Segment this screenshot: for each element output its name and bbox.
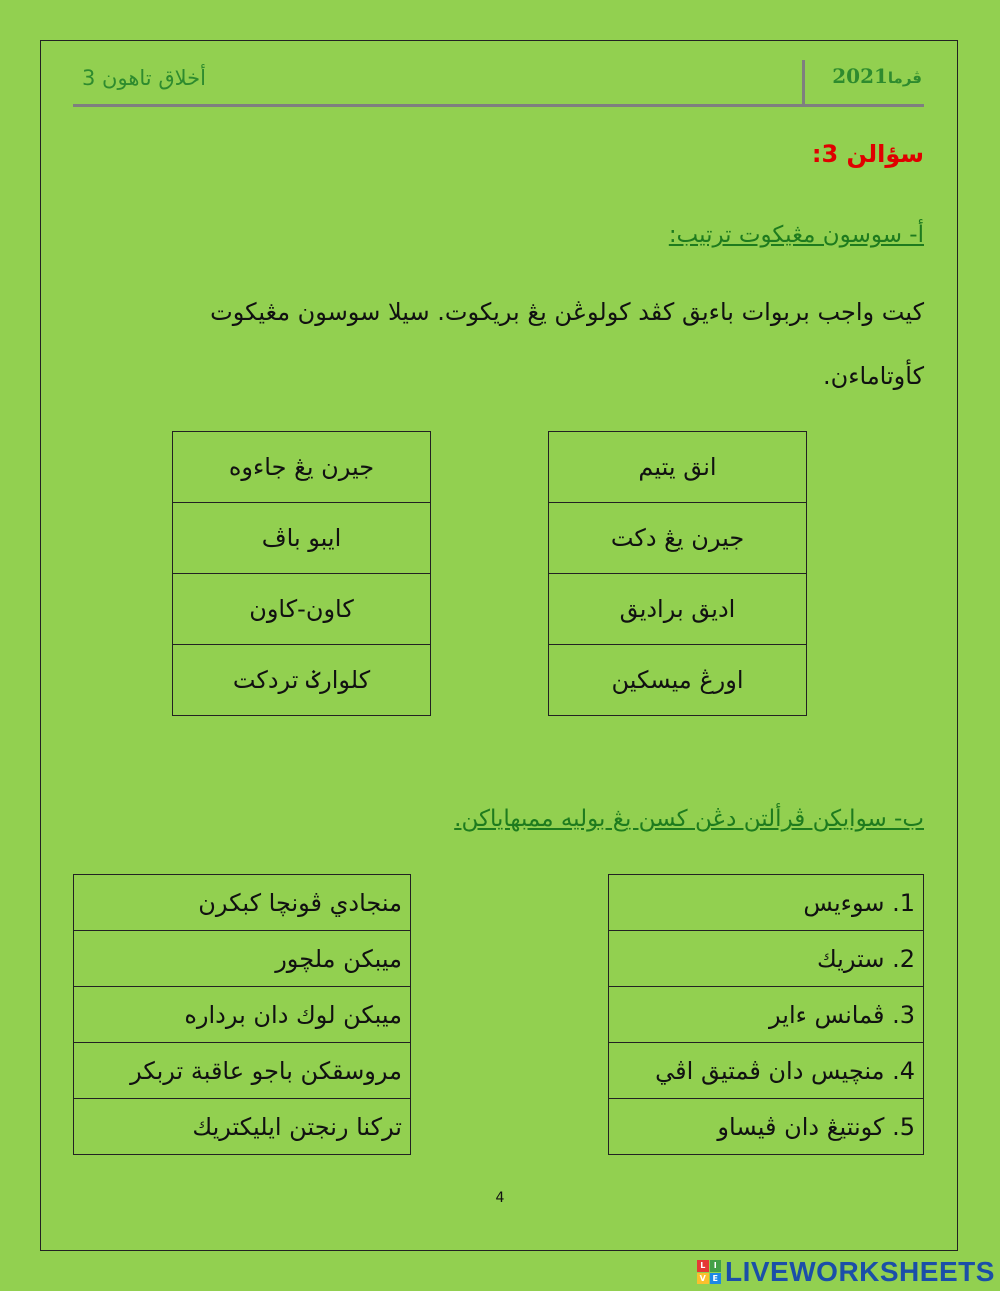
section-b-table-right bbox=[608, 874, 924, 1155]
table-cell[interactable]: ايبو باڤ bbox=[173, 503, 431, 574]
table-cell[interactable]: 1. سوءيس bbox=[609, 875, 924, 931]
table-cell[interactable]: منجادي ڤونچا كبكرن bbox=[74, 875, 411, 931]
section-a-heading: أ- سوسون مڠيكوت ترتيب: bbox=[668, 222, 924, 248]
logo-letter: I bbox=[710, 1260, 722, 1272]
page-number: 4 bbox=[495, 1190, 505, 1206]
table-cell[interactable]: جيرن يڠ جاءوه bbox=[173, 432, 431, 503]
liveworksheets-brand[interactable] bbox=[697, 1256, 995, 1288]
table-cell[interactable]: 4. منچيس دان ڤمتيق اڤي bbox=[609, 1043, 924, 1099]
liveworksheets-logo-icon bbox=[697, 1260, 721, 1284]
table-cell[interactable]: ميبكن ملچور bbox=[74, 931, 411, 987]
table-cell[interactable]: 3. ڤمانس ءاير bbox=[609, 987, 924, 1043]
table-cell[interactable]: 2. ستريك bbox=[609, 931, 924, 987]
header-year: 2021 bbox=[832, 64, 888, 88]
table-cell[interactable]: مروسقكن باجو عاقبة تربكر bbox=[74, 1043, 411, 1099]
header-date bbox=[812, 64, 922, 94]
header-separator bbox=[802, 60, 805, 106]
logo-letter: E bbox=[710, 1273, 722, 1285]
section-a-table-right bbox=[548, 431, 807, 716]
table-cell[interactable]: ميبكن لوك دان برداره bbox=[74, 987, 411, 1043]
table-cell[interactable]: تركنا رنجتن ايليكتريك bbox=[74, 1099, 411, 1155]
question-title: سؤالن 3: bbox=[811, 140, 924, 168]
table-cell[interactable]: جيرن يڠ دكت bbox=[549, 503, 807, 574]
header-divider bbox=[73, 104, 924, 107]
section-a-table-left bbox=[172, 431, 431, 716]
table-cell[interactable]: 5. كونتيڠ دان ڤيساو bbox=[609, 1099, 924, 1155]
section-b-table-left bbox=[73, 874, 411, 1155]
section-b-heading: ب- سوايكن ڤرألتن دڠن كسن يڠ بوليه ممبهاياكن. bbox=[454, 806, 924, 832]
table-cell[interactable]: اورڠ ميسكين bbox=[549, 645, 807, 716]
header-subject: أخلاق تاهون 3 bbox=[82, 66, 206, 90]
table-cell[interactable]: اديق براديق bbox=[549, 574, 807, 645]
section-a-instruction-line2: كأوتاماءن. bbox=[822, 362, 924, 390]
section-a-instruction-line1: كيت واجب بربوات باءيق كڤد كولوڠن يڠ بريكوت. سيلا سوسون مڠيكوت bbox=[210, 298, 924, 326]
table-cell[interactable]: انق يتيم bbox=[549, 432, 807, 503]
table-cell[interactable]: كاون-كاون bbox=[173, 574, 431, 645]
header-month: ڤرما bbox=[887, 69, 922, 87]
logo-letter: V bbox=[697, 1273, 709, 1285]
brand-name: LIVEWORKSHEETS bbox=[725, 1256, 995, 1287]
logo-letter: L bbox=[697, 1260, 709, 1272]
table-cell[interactable]: كلوارݢ تردكت bbox=[173, 645, 431, 716]
